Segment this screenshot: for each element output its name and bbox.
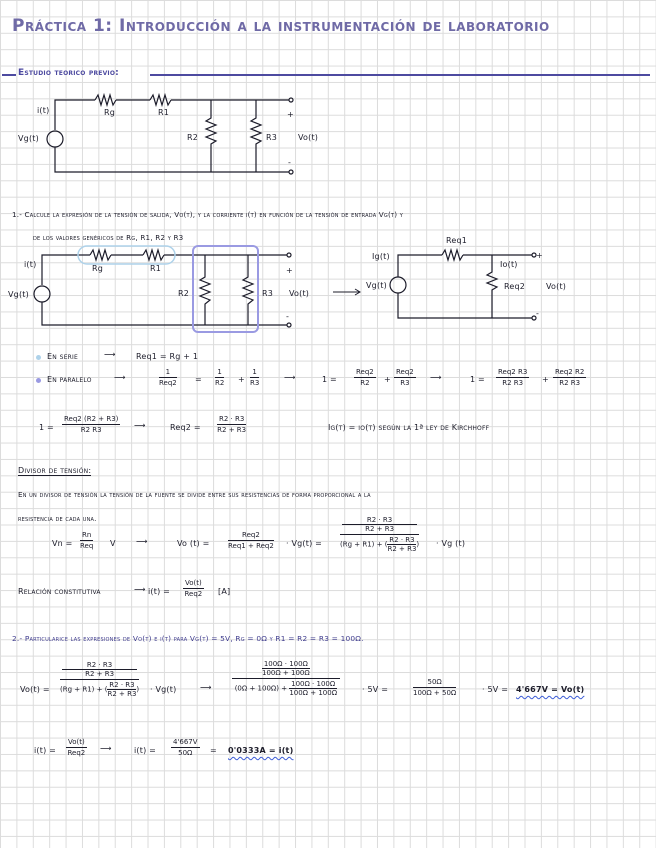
q2-times5v-2: · 5V = xyxy=(482,685,509,694)
paralelo-label: En paralelo xyxy=(47,375,92,384)
bullet-serie xyxy=(36,355,41,360)
one-equals-2: 1 = xyxy=(470,375,485,384)
eq-vg-label: Vg(t) xyxy=(366,281,387,290)
q2-times5v: · 5V = xyxy=(362,685,389,694)
q1-text-line1: 1.- Calcule la expresión de la tensión de salida, Vo(t), y la corriente i(t) en función de la tensión de entrada Vg(t) y xyxy=(12,210,403,219)
page-title: Práctica 1: Introducción a la instrumentación de laboratorio xyxy=(12,16,550,36)
eq-minus: - xyxy=(536,309,540,318)
frac-rn-req: Rn Req xyxy=(80,531,94,550)
paralelo-arrow: ⟶ xyxy=(114,373,126,382)
frac-vo-full: R2 · R3 R2 + R3 (Rg + R1) + ( $\frac{R2 \cdot R3}{R2 + R3}$ ) xyxy=(340,516,420,553)
eq-vo-label: Vo(t) xyxy=(546,282,567,291)
q2-i-lhs: i(t) = xyxy=(34,746,57,755)
eq-ig-label: Ig(t) xyxy=(372,252,390,261)
q2-text: 2.- Particularice las expresiones de Vo(t) e i(t) para Vg(t) = 5V, Rg = 0Ω y R1 = R2 = R3 = 100Ω. xyxy=(12,634,364,643)
frac-q2-50: $\frac{50\Omega}{100\Omega + 50\Omega}$ xyxy=(413,678,457,697)
eq-plus: + xyxy=(536,251,543,260)
frac-q2-numeric: 100Ω · 100Ω 100Ω + 100Ω (0Ω + 100Ω) + $\frac{100\Omega \cdot 100\Omega}{100\Omega + 100\Omega}$ xyxy=(232,660,340,697)
c2-r1-label: R1 xyxy=(150,264,162,273)
c1-vo-label: Vo(t) xyxy=(298,133,319,142)
vn-v: V xyxy=(110,539,116,548)
vn-lhs: Vn = xyxy=(52,539,73,548)
q2-result-vo: 4'667V = Vo(t) xyxy=(516,685,585,694)
c1-current-label: i(t) xyxy=(37,106,50,115)
bullet-paralelo xyxy=(36,378,41,383)
frac-1-req2: 1 Req2 xyxy=(159,368,177,387)
c2-rg-label: Rg xyxy=(92,264,104,273)
one-equals: 1 = xyxy=(322,375,337,384)
c1-source-label: Vg(t) xyxy=(18,134,39,143)
frac-q2-i-num: $\frac{4'667V}{50\Omega}$ xyxy=(173,738,198,757)
q2-vg: · Vg(t) xyxy=(150,685,177,694)
paralelo-arrow-2: ⟶ xyxy=(284,373,296,382)
q2-i-lhs2: i(t) = xyxy=(134,746,157,755)
divisor-text-line2: resistencia de cada una. xyxy=(18,514,97,523)
relacion-arrow: ⟶ xyxy=(134,585,146,594)
req2-equals: Req2 = xyxy=(170,423,201,432)
frac-1-r3: $\frac{1}{R3}$ xyxy=(250,368,260,387)
frac-req2-result: $\frac{R2 \cdot R3}{R2 + R3}$ xyxy=(217,415,247,434)
kirchhoff-note: Ig(t) = io(t) según la 1ª ley de Kirchhoff xyxy=(328,423,490,432)
frac-vo-req2: Vo(t) Req2 xyxy=(184,579,203,598)
q1-text-line2: de los valores genéricos de Rg, R1, R2 y R3 xyxy=(33,233,184,242)
eq-sign: = xyxy=(195,375,202,384)
divisor-title: Divisor de tensión: xyxy=(18,466,92,475)
c2-vo-label: Vo(t) xyxy=(289,289,310,298)
serie-arrow: ⟶ xyxy=(104,350,116,359)
relacion-label: Relación constitutiva xyxy=(18,587,101,596)
serie-equation: Req1 = Rg + 1 xyxy=(136,352,199,361)
section-header: Estudio teorico previo: xyxy=(18,68,119,78)
c2-source-label: Vg(t) xyxy=(8,290,29,299)
c2-r3-label: R3 xyxy=(262,289,274,298)
relacion-unit: [A] xyxy=(218,587,231,596)
paralelo-arrow-3: ⟶ xyxy=(430,373,442,382)
q2-arrow: ⟶ xyxy=(200,683,212,692)
c2-plus: + xyxy=(286,266,293,275)
frac-q2-i: Vo(t) Req2 xyxy=(67,738,86,757)
q2-i-eq: = xyxy=(210,746,217,755)
q2-i-arrow: ⟶ xyxy=(100,744,112,753)
c2-current-label: i(t) xyxy=(24,260,37,269)
vo-lhs: Vo (t) = xyxy=(177,539,210,548)
row3-arrow: ⟶ xyxy=(134,421,146,430)
c2-minus: - xyxy=(286,312,290,321)
frac-req2sum-r2r3: Req2 (R2 + R3) R2 R3 xyxy=(64,415,119,434)
frac-1-r2: $\frac{1}{R2}$ xyxy=(215,368,225,387)
divisor-text-line1: En un divisor de tensión la tensión de la fuente se divide entre sus resistencias de forma proporcional a la xyxy=(18,490,371,499)
c1-r2-label: R2 xyxy=(187,133,199,142)
c1-rg-label: Rg xyxy=(104,108,116,117)
eq-req1-label: Req1 xyxy=(446,236,468,245)
frac-req2-sum: Req2 Req1 + Req2 xyxy=(228,531,274,550)
frac-req2-r2: Req2 R2 xyxy=(356,368,374,387)
vn-arrow: ⟶ xyxy=(136,537,148,546)
vn-vg2: · Vg (t) xyxy=(436,539,466,548)
c1-r1-label: R1 xyxy=(158,108,170,117)
frac-req2-r3: Req2 R3 xyxy=(396,368,414,387)
c1-minus: - xyxy=(288,158,292,167)
relacion-lhs: i(t) = xyxy=(148,587,171,596)
c2-r2-label: R2 xyxy=(178,289,190,298)
plus-sign-2: + xyxy=(384,375,391,384)
plus-sign-3: + xyxy=(542,375,549,384)
eq-req2-label: Req2 xyxy=(504,282,526,291)
q2-result-i: 0'0333A = i(t) xyxy=(228,746,294,755)
row3-one-equals: 1 = xyxy=(39,423,54,432)
serie-label: En serie xyxy=(47,352,79,361)
vn-vg: · Vg(t) = xyxy=(286,539,323,548)
c1-plus: + xyxy=(287,110,294,119)
eq-io-label: Io(t) xyxy=(500,260,518,269)
frac-req2r2-r2r3: Req2 R2 R2 R3 xyxy=(555,368,585,387)
q2-vo-lhs: Vo(t) = xyxy=(20,685,50,694)
frac-req2r3-r2r3: Req2 R3 R2 R3 xyxy=(498,368,528,387)
plus-sign: + xyxy=(238,375,245,384)
frac-q2-generic: R2 · R3 R2 + R3 (Rg + R1) + ( $\frac{R2 \cdot R3}{R2 + R3}$ ) xyxy=(60,661,140,698)
c1-r3-label: R3 xyxy=(266,133,278,142)
